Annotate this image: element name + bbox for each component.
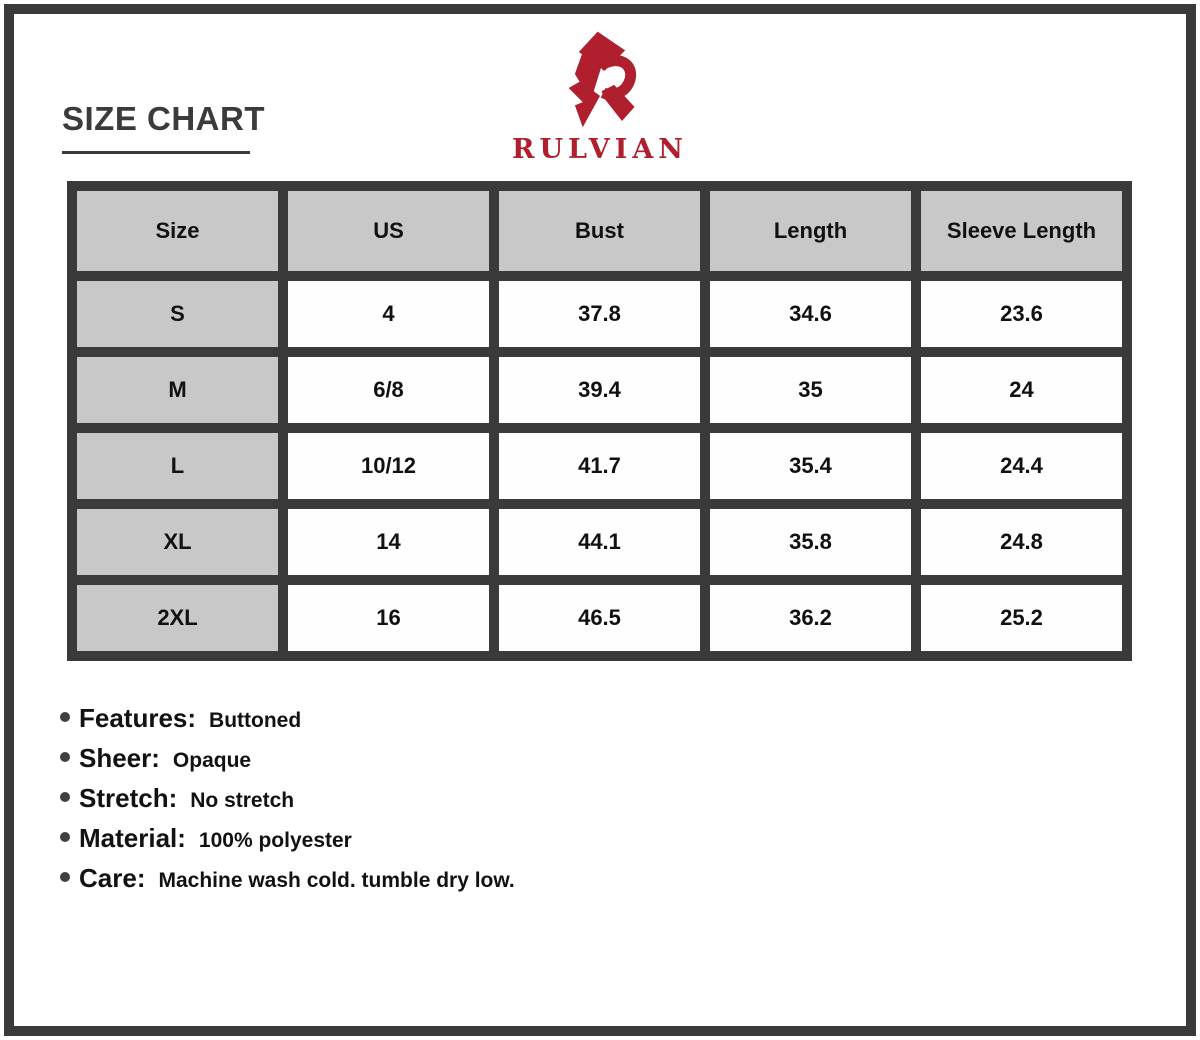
detail-label: Care: bbox=[79, 863, 146, 893]
bullet-icon bbox=[60, 872, 70, 882]
table-row bbox=[77, 357, 1122, 423]
size-label-cell: L bbox=[77, 433, 278, 499]
size-label-cell: M bbox=[77, 357, 278, 423]
bullet-icon bbox=[60, 832, 70, 842]
brand-name: RULVIAN bbox=[512, 134, 688, 165]
list-item bbox=[60, 823, 515, 851]
column-header-length: Length bbox=[710, 191, 911, 271]
table-cell: 37.8 bbox=[499, 281, 700, 347]
detail-value: Buttoned bbox=[209, 709, 302, 732]
table-cell: 36.2 bbox=[710, 585, 911, 651]
bullet-icon bbox=[60, 712, 70, 722]
table-cell: 44.1 bbox=[499, 509, 700, 575]
detail-value: No stretch bbox=[190, 789, 295, 812]
page-title: SIZE CHART bbox=[62, 100, 265, 137]
table-row bbox=[77, 281, 1122, 347]
size-label-cell: XL bbox=[77, 509, 278, 575]
brand-logo bbox=[512, 30, 688, 165]
table-cell: 35 bbox=[710, 357, 911, 423]
title-underline bbox=[62, 151, 250, 154]
table-cell: 14 bbox=[288, 509, 489, 575]
table-row bbox=[77, 585, 1122, 651]
list-item bbox=[60, 743, 515, 771]
table-cell: 46.5 bbox=[499, 585, 700, 651]
table-cell: 35.8 bbox=[710, 509, 911, 575]
bullet-icon bbox=[60, 752, 70, 762]
detail-label: Stretch: bbox=[79, 783, 178, 813]
table-row bbox=[77, 509, 1122, 575]
table-cell: 24.4 bbox=[921, 433, 1122, 499]
size-label-cell: 2XL bbox=[77, 585, 278, 651]
table-cell: 6/8 bbox=[288, 357, 489, 423]
table-header-row bbox=[77, 191, 1122, 271]
table-cell: 35.4 bbox=[710, 433, 911, 499]
detail-value: 100% polyester bbox=[198, 829, 352, 852]
detail-label: Features: bbox=[79, 703, 197, 733]
table-cell: 23.6 bbox=[921, 281, 1122, 347]
column-header-size: Size bbox=[77, 191, 278, 271]
table-cell: 10/12 bbox=[288, 433, 489, 499]
column-header-sleeve-length: Sleeve Length bbox=[921, 191, 1122, 271]
table-cell: 4 bbox=[288, 281, 489, 347]
column-header-us: US bbox=[288, 191, 489, 271]
angular-r-monogram-icon bbox=[544, 30, 656, 132]
table-row bbox=[77, 433, 1122, 499]
table-cell: 16 bbox=[288, 585, 489, 651]
column-header-bust: Bust bbox=[499, 191, 700, 271]
size-chart-table bbox=[67, 181, 1132, 661]
list-item bbox=[60, 703, 515, 731]
table-cell: 39.4 bbox=[499, 357, 700, 423]
table-cell: 34.6 bbox=[710, 281, 911, 347]
detail-value: Opaque bbox=[172, 749, 252, 772]
list-item bbox=[60, 783, 515, 811]
size-label-cell: S bbox=[77, 281, 278, 347]
table-cell: 24 bbox=[921, 357, 1122, 423]
detail-value: Machine wash cold. tumble dry low. bbox=[158, 869, 515, 892]
table-cell: 25.2 bbox=[921, 585, 1122, 651]
bullet-icon bbox=[60, 792, 70, 802]
table-cell: 24.8 bbox=[921, 509, 1122, 575]
detail-label: Material: bbox=[79, 823, 186, 853]
list-item bbox=[60, 863, 515, 891]
detail-label: Sheer: bbox=[79, 743, 160, 773]
product-details-list bbox=[60, 703, 515, 903]
table-cell: 41.7 bbox=[499, 433, 700, 499]
